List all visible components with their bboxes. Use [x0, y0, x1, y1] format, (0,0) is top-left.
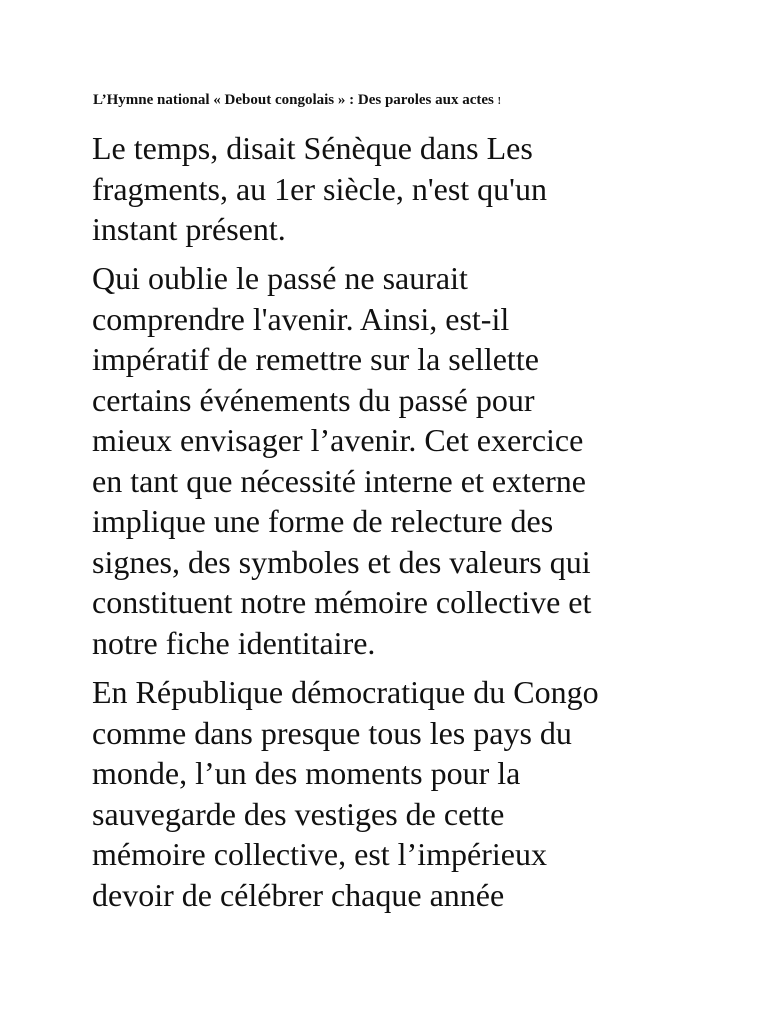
text-line: constituent notre mémoire collective et [92, 584, 592, 620]
text-line: En République démocratique du Congo [92, 674, 599, 710]
document-title-text: L’Hymne national « Debout congolais » : Des paroles aux actes [93, 92, 494, 108]
paragraph-1 [92, 128, 712, 250]
text-line: sauvegarde des vestiges de cette [92, 795, 505, 832]
text-line: certains événements du passé pour [92, 381, 535, 418]
text-line: mieux envisager l’avenir. Cet exercice [92, 422, 584, 458]
text-line: signes, des symboles et des valeurs qui [92, 543, 591, 580]
text-line: impératif de remettre sur la sellette [92, 341, 539, 377]
paragraph-2 [92, 258, 712, 663]
text-line: devoir de célébrer chaque année [92, 876, 505, 913]
document-title [93, 90, 733, 112]
document-title-exclamation: ! [497, 96, 501, 107]
text-line: notre fiche identitaire. [92, 624, 376, 661]
text-line: fragments, au 1er siècle, n'est qu'un [92, 170, 547, 207]
text-line: monde, l’un des moments pour la [92, 755, 521, 791]
text-line: Qui oublie le passé ne saurait [92, 260, 468, 296]
text-line: implique une forme de relecture des [92, 503, 554, 539]
text-line: Le temps, disait Sénèque dans Les [92, 130, 533, 166]
text-line: en tant que nécessité interne et externe [92, 462, 586, 499]
text-line: comme dans presque tous les pays du [92, 714, 572, 751]
text-line: comprendre l'avenir. Ainsi, est-il [92, 300, 510, 337]
text-line: mémoire collective, est l’impérieux [92, 836, 547, 872]
paragraph-3 [92, 672, 712, 915]
text-line: instant présent. [92, 211, 286, 247]
